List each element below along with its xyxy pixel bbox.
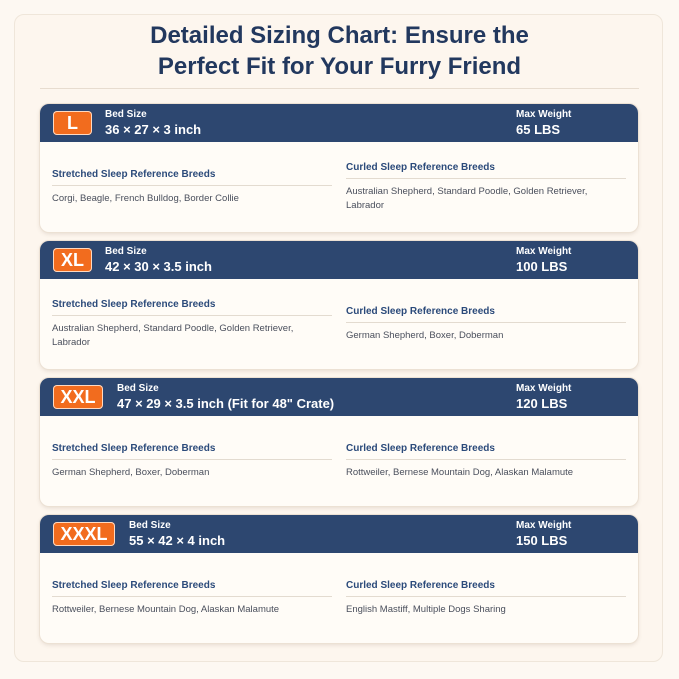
- stretched-breeds-title: Stretched Sleep Reference Breeds: [52, 442, 332, 460]
- size-card-xxxl: [40, 515, 638, 643]
- bed-size-label: Bed Size: [105, 246, 147, 257]
- curled-breeds-title: Curled Sleep Reference Breeds: [346, 442, 626, 460]
- max-weight-label: Max Weight: [516, 520, 572, 531]
- page-title-line1: Detailed Sizing Chart: Ensure the: [150, 22, 529, 49]
- bed-size-value: 36 × 27 × 3 inch: [105, 122, 202, 137]
- bed-size-label: Bed Size: [117, 383, 159, 394]
- max-weight-value: 120 LBS: [516, 396, 568, 411]
- card-header: [40, 241, 638, 279]
- stretched-breeds-section: [52, 442, 332, 480]
- stretched-breeds-section: [52, 168, 332, 206]
- stretched-breeds-list: German Shepherd, Boxer, Doberman: [52, 467, 210, 478]
- stretched-breeds-list: Australian Shepherd, Standard Poodle, Golden Retriever, Labrador: [52, 323, 294, 348]
- max-weight-value: 150 LBS: [516, 533, 568, 548]
- stretched-breeds-list: Corgi, Beagle, French Bulldog, Border Collie: [52, 193, 239, 204]
- size-card-xxl: [40, 378, 638, 506]
- size-card-xl: [40, 241, 638, 369]
- size-badge: XXXL: [53, 522, 115, 546]
- card-header: [40, 104, 638, 142]
- stretched-breeds-list: Rottweiler, Bernese Mountain Dog, Alaskan Malamute: [52, 604, 280, 615]
- stretched-breeds-section: [52, 298, 332, 350]
- stretched-breeds-section: [52, 579, 332, 617]
- stretched-breeds-title: Stretched Sleep Reference Breeds: [52, 168, 332, 186]
- bed-size-value: 55 × 42 × 4 inch: [129, 533, 226, 548]
- page-title-line2: Perfect Fit for Your Furry Friend: [157, 53, 522, 80]
- curled-breeds-title: Curled Sleep Reference Breeds: [346, 305, 626, 323]
- max-weight-label: Max Weight: [516, 109, 572, 120]
- curled-breeds-list: Australian Shepherd, Standard Poodle, Golden Retriever, Labrador: [346, 186, 588, 211]
- size-badge: XXL: [53, 385, 103, 409]
- bed-size-label: Bed Size: [105, 109, 147, 120]
- curled-breeds-list: German Shepherd, Boxer, Doberman: [346, 330, 504, 341]
- bed-size-value: 47 × 29 × 3.5 inch (Fit for 48" Crate): [117, 396, 335, 411]
- curled-breeds-title: Curled Sleep Reference Breeds: [346, 161, 626, 179]
- size-badge: L: [53, 111, 92, 135]
- size-badge: XL: [53, 248, 92, 272]
- bed-size-value: 42 × 30 × 3.5 inch: [105, 259, 212, 274]
- size-card-l: [40, 104, 638, 232]
- card-header: [40, 515, 638, 553]
- curled-breeds-section: [346, 305, 626, 343]
- stretched-breeds-title: Stretched Sleep Reference Breeds: [52, 579, 332, 597]
- max-weight-label: Max Weight: [516, 246, 572, 257]
- curled-breeds-list: English Mastiff, Multiple Dogs Sharing: [346, 604, 506, 615]
- page-title: [0, 20, 679, 82]
- max-weight-value: 65 LBS: [516, 122, 561, 137]
- curled-breeds-section: [346, 161, 626, 213]
- curled-breeds-section: [346, 579, 626, 617]
- card-header: [40, 378, 638, 416]
- max-weight-label: Max Weight: [516, 383, 572, 394]
- max-weight-value: 100 LBS: [516, 259, 568, 274]
- curled-breeds-list: Rottweiler, Bernese Mountain Dog, Alaskan Malamute: [346, 467, 574, 478]
- bed-size-label: Bed Size: [129, 520, 171, 531]
- stretched-breeds-title: Stretched Sleep Reference Breeds: [52, 298, 332, 316]
- title-divider: [40, 88, 639, 89]
- curled-breeds-section: [346, 442, 626, 480]
- curled-breeds-title: Curled Sleep Reference Breeds: [346, 579, 626, 597]
